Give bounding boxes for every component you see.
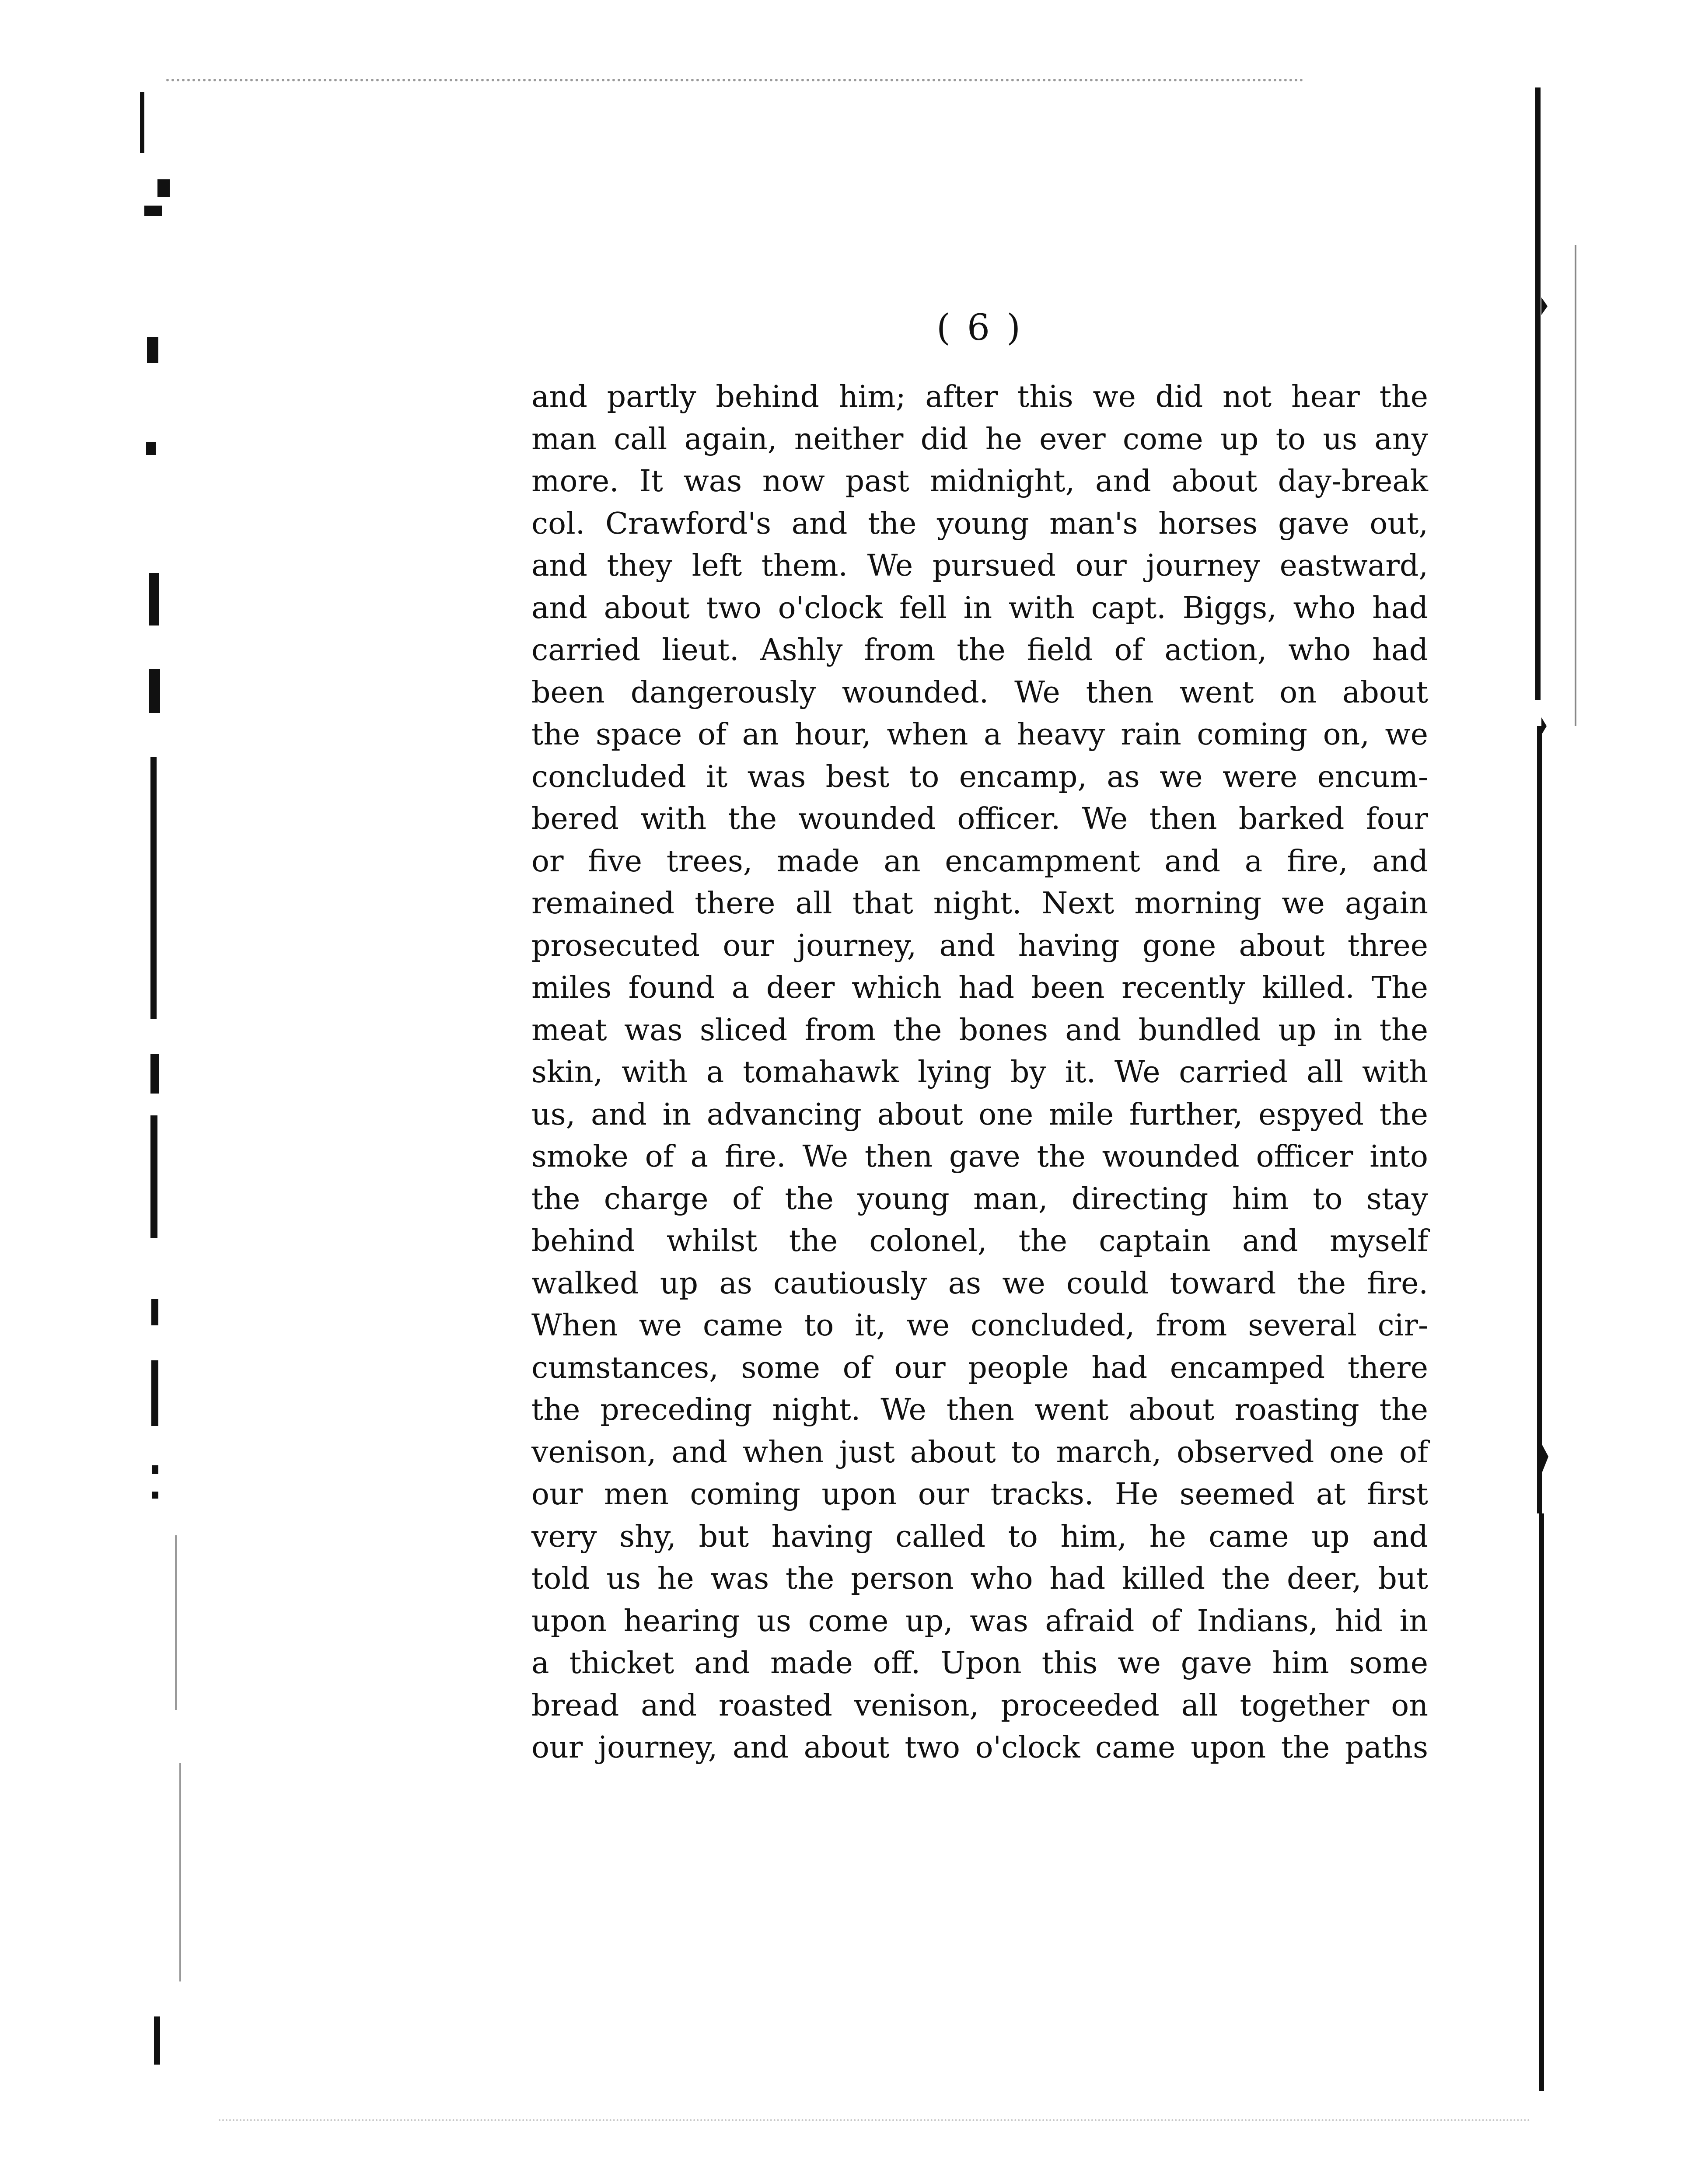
text-line: concluded it was best to encamp, as we were encum- (531, 759, 1428, 794)
text-line: us, and in advancing about one mile further, espyed the (531, 1097, 1428, 1132)
text-line: the charge of the young man, directing him to stay (531, 1181, 1428, 1216)
text-line: or five trees, made an encampment and a fire, and (531, 844, 1428, 879)
text-line: and they left them. We pursued our journey eastward, (531, 549, 1428, 583)
text-line: prosecuted our journey, and having gone about three (531, 928, 1428, 963)
text-line: the space of an hour, when a heavy rain coming on, we (531, 717, 1428, 752)
text-line: upon hearing us come up, was afraid of Indians, hid in (531, 1604, 1428, 1639)
text-line: the preceding night. We then went about roasting the (531, 1393, 1428, 1427)
text-line: behind whilst the colonel, the captain and myself (531, 1224, 1428, 1258)
text-line: told us he was the person who had killed the deer, but (531, 1562, 1428, 1596)
text-line: meat was sliced from the bones and bundled up in the (531, 1013, 1428, 1048)
left-binding-artifact (131, 92, 192, 2086)
text-line: venison, and when just about to march, observed one of (531, 1435, 1428, 1470)
text-line: our journey, and about two o'clock came upon the paths (531, 1730, 1428, 1765)
text-line: smoke of a fire. We then gave the wounded officer into (531, 1139, 1428, 1174)
text-line: very shy, but having called to him, he came up and (531, 1519, 1428, 1554)
text-line: When we came to it, we concluded, from several cir- (531, 1308, 1428, 1343)
text-line: col. Crawford's and the young man's horses gave out, (531, 506, 1428, 541)
text-line: skin, with a tomahawk lying by it. We carried all with (531, 1055, 1428, 1090)
scan-top-edge-artifact (166, 79, 1303, 81)
text-line: walked up as cautiously as we could toward the fire. (531, 1266, 1428, 1301)
text-line: our men coming upon our tracks. He seemed at first (531, 1477, 1428, 1512)
right-binding-artifact (1527, 87, 1597, 2100)
body-text (531, 376, 1428, 1769)
text-line: been dangerously wounded. We then went on about (531, 675, 1428, 710)
text-line: carried lieut. Ashly from the field of action, who had (531, 633, 1428, 667)
text-line: cumstances, some of our people had encamped there (531, 1350, 1428, 1385)
text-line: bered with the wounded officer. We then barked four (531, 802, 1428, 836)
page-number: ( 6 ) (936, 307, 1024, 349)
scan-bottom-edge-artifact (219, 2119, 1531, 2121)
text-line: bread and roasted venison, proceeded all together on (531, 1688, 1428, 1723)
text-line: man call again, neither did he ever come up to us any (531, 422, 1428, 457)
text-line: and about two o'clock fell in with capt. Biggs, who had (531, 591, 1428, 625)
text-line: a thicket and made off. Upon this we gave him some (531, 1646, 1428, 1681)
text-line: remained there all that night. Next morning we again (531, 886, 1428, 921)
text-line: more. It was now past midnight, and about day-break (531, 464, 1428, 499)
text-line: and partly behind him; after this we did not hear the (531, 380, 1428, 414)
text-line: miles found a deer which had been recently killed. The (531, 971, 1428, 1005)
